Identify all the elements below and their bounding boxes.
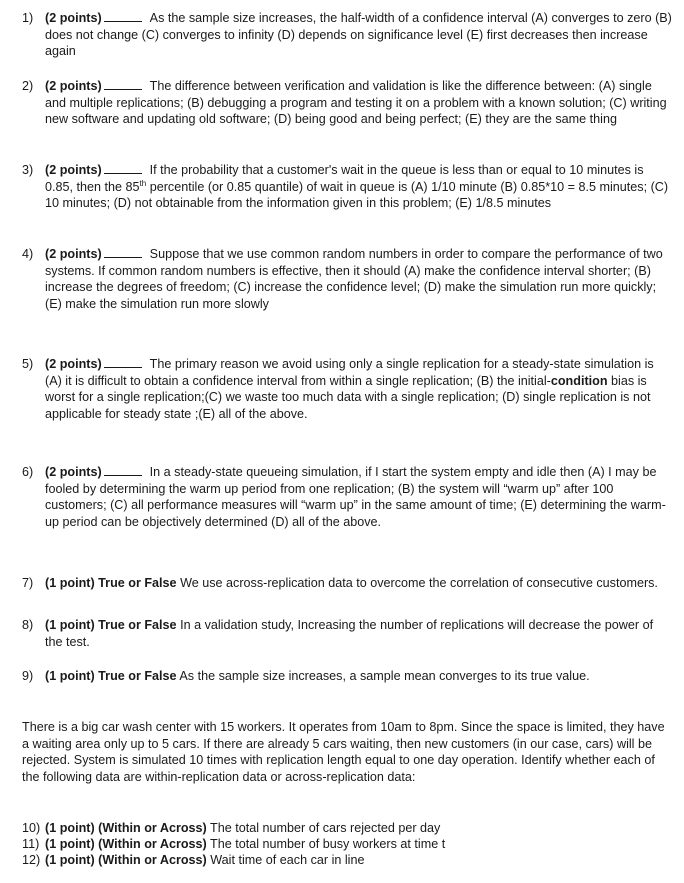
- question-5: [22, 356, 672, 422]
- bold-word: condition: [550, 373, 608, 388]
- question-text: As the sample size increases, the half-width of a confidence interval (A) converges to zero (B) does not change (C) converges to infinity (D) depends on significance level (E) first decreases then increase again: [45, 11, 672, 59]
- question-points: (2 points): [45, 247, 102, 261]
- question-8: [22, 617, 672, 650]
- question-12: [22, 852, 672, 869]
- question-number: 9): [22, 669, 34, 683]
- question-points: (1 point): [45, 821, 95, 835]
- scenario-paragraph: There is a big car wash center with 15 workers. It operates from 10am to 8pm. Since the space is limited, they have a waiting area only up to 5 cars. If there are already 5 cars waiting, then new customers (in our case, cars) will be rejected. System is simulated 10 times with replication length equal to one day operation. Identify whether each of the following data are within-replication data or across-replication data:: [22, 720, 665, 784]
- question-points: (2 points): [45, 163, 102, 177]
- question-3: [22, 162, 672, 212]
- question-text: The difference between verification and validation is like the difference between: (A) single and multiple replications; (B) debugging a program and testing it on a problem with a known solution; (C) writing new software and updating old software; (D) being good and being perfect; (E) they are the same thing: [45, 79, 667, 127]
- question-number: 2): [22, 79, 34, 93]
- question-points: (2 points): [45, 79, 102, 93]
- question-4: [22, 246, 672, 312]
- question-text: Suppose that we use common random numbers in order to compare the performance of two systems. If common random numbers is effective, then it should (A) make the confidence interval shorter; (B) increase the degrees of freedom; (C) increase the confidence level; (D) make the simulation run more quickly; (E) make the simulation run more slowly: [45, 247, 663, 311]
- within-across-label[interactable]: (Within or Across): [98, 821, 207, 835]
- question-text-cont: bias is worst for a single replication;(C) we waste too much data with a single replication; (D) single replication is not applicable for steady state ;(E) all of the above.: [45, 373, 651, 421]
- question-points: (2 points): [45, 357, 102, 371]
- question-points: (2 points): [45, 465, 102, 479]
- question-points: (1 point): [45, 837, 95, 851]
- answer-blank[interactable]: [104, 10, 142, 22]
- question-number: 7): [22, 576, 34, 590]
- question-points: (2 points): [45, 11, 102, 25]
- answer-blank[interactable]: [104, 464, 142, 476]
- question-text-cont: percentile (or 0.85 quantile) of wait in queue is (A) 1/10 minute (B) 0.85*10 = 8.5 minutes; (C) 10 minutes; (D) not obtainable from the information given in this problem; (E) 1/8.5 minutes: [45, 179, 669, 211]
- question-1: [22, 10, 672, 60]
- true-false-label[interactable]: True or False: [98, 618, 177, 632]
- question-11: [22, 836, 672, 853]
- question-text: In a steady-state queueing simulation, if I start the system empty and idle then (A) I may be fooled by determining the warm up period from one replication; (B) the system will “warm up” after 100 customers; (C) all performance measures will “warm up” in the same amount of time; (E) determining the warm-up period can be objectively determined (D) all of the above.: [45, 465, 666, 529]
- question-text: We use across-replication data to overcome the correlation of consecutive customers.: [180, 576, 658, 590]
- question-text: The primary reason we avoid using only a single replication for a steady-state simulation is (A) it is difficult to obtain a confidence interval from within a single replication; (B) the initial-: [45, 357, 654, 388]
- question-number: 10): [22, 821, 41, 835]
- question-6: [22, 464, 672, 530]
- superscript: th: [139, 178, 147, 188]
- question-7: [22, 575, 672, 592]
- question-text: If the probability that a customer's wait in the queue is less than or equal to 10 minutes is 0.85, then the 85: [45, 163, 644, 194]
- question-9: [22, 668, 672, 685]
- answer-blank[interactable]: [104, 356, 142, 368]
- question-text: In a validation study, Increasing the number of replications will decrease the power of the test.: [45, 618, 654, 649]
- answer-blank[interactable]: [104, 246, 142, 258]
- question-points: (1 point): [45, 618, 95, 632]
- answer-blank[interactable]: [104, 162, 142, 174]
- question-text: The total number of busy workers at time t: [210, 837, 446, 851]
- within-across-label[interactable]: (Within or Across): [98, 837, 207, 851]
- question-10: [22, 820, 672, 837]
- true-false-label[interactable]: True or False: [98, 576, 177, 590]
- question-number: 4): [22, 247, 34, 261]
- question-number: 6): [22, 465, 34, 479]
- question-points: (1 point): [45, 576, 95, 590]
- question-text: As the sample size increases, a sample mean converges to its true value.: [179, 669, 590, 683]
- question-number: 12): [22, 853, 41, 867]
- true-false-label[interactable]: True or False: [98, 669, 177, 683]
- question-text: The total number of cars rejected per day: [210, 821, 441, 835]
- question-number: 3): [22, 163, 34, 177]
- question-2: [22, 78, 672, 128]
- question-text: Wait time of each car in line: [210, 853, 365, 867]
- question-points: (1 point): [45, 853, 95, 867]
- question-number: 11): [22, 837, 40, 851]
- question-points: (1 point): [45, 669, 95, 683]
- question-number: 8): [22, 618, 34, 632]
- answer-blank[interactable]: [104, 78, 142, 90]
- question-number: 1): [22, 11, 34, 25]
- within-across-label[interactable]: (Within or Across): [98, 853, 207, 867]
- question-number: 5): [22, 357, 34, 371]
